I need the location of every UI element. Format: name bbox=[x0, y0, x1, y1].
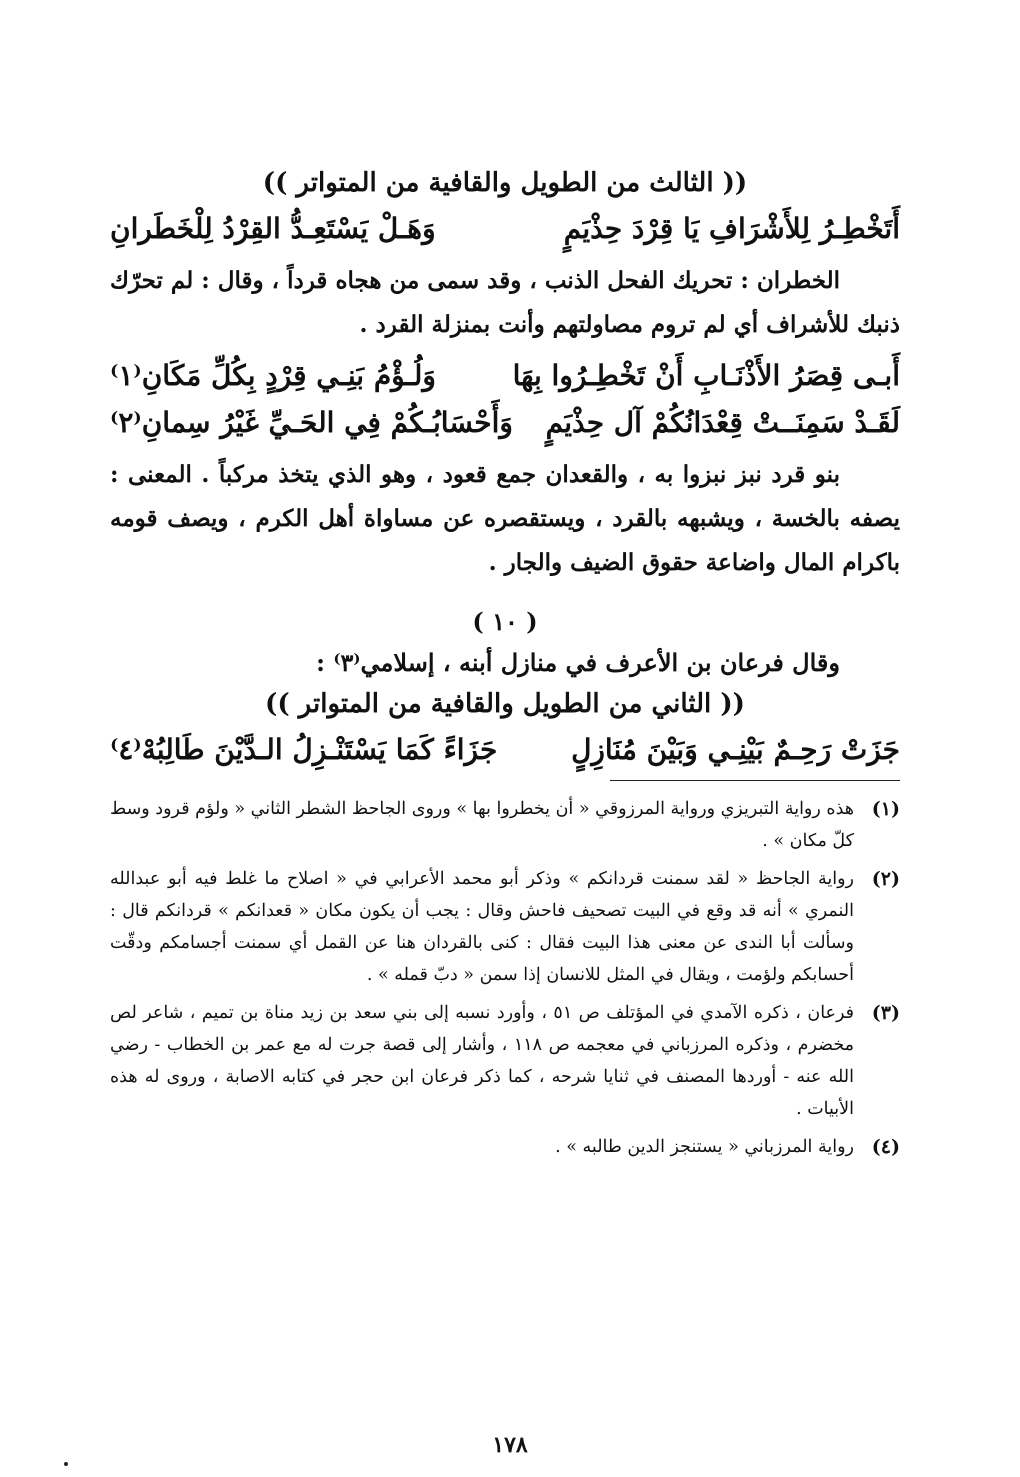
footnote-2 bbox=[110, 863, 900, 991]
commentary-2: بنو قرد نبز نبزوا به ، والقعدان جمع قعود ، وهو الذي يتخذ مركباً . المعنى : يصفه بالخسة ، ويشبهه بالقرد ، ويستقصره عن مساواة أهل الكرم ، ويصف قومه باكرام المال واضاعة حقوق الضيف والجار . bbox=[110, 461, 900, 576]
verse-2 bbox=[110, 359, 900, 392]
verse-4-first-hemistich: جَزَتْ رَحِـمٌ بَيْنِـي وَبَيْنَ مُنَازِلٍ bbox=[571, 733, 900, 766]
verse-2-first-hemistich: أَبـى قِصَرُ الأَذْنَـابِ أَنْ تَخْطِـرُوا بِهَا bbox=[512, 359, 900, 392]
footnote-text: فرعان ، ذكره الآمدي في المؤتلف ص ٥١ ، وأورد نسبه إلى بني سعد بن زيد مناة بن تميم ، شاعر لص مخضرم ، وذكره المرزباني في معجمه ص ١١٨ ، وأشار إلى قصة جرت له مع عمر بن الخطاب - رضي الله عنه - أوردها المصنف في ثنايا شرحه ، كما ذكر فرعان ابن حجر في كتابه الاصابة ، وروى له هذه الأبيات . bbox=[110, 1003, 854, 1119]
commentary-1: الخطران : تحريك الفحل الذنب ، وقد سمى من هجاه قرداً ، وقال : لم تحرّك ذنبك للأشراف أي لم تروم مصاولتهم وأنت بمنزلة القرد . bbox=[110, 267, 900, 338]
footnote-text: هذه رواية التبريزي ورواية المرزوقي « أن يخطروا بها » وروى الجاحظ الشطر الثاني « ولؤم قرود وسط كلّ مكان » . bbox=[110, 799, 854, 851]
footnote-number: (١) bbox=[871, 798, 900, 820]
poem-number: ( ١٠ ) bbox=[472, 607, 538, 636]
footnote-divider bbox=[610, 780, 900, 781]
verse-4-second-hemistich: جَزَاءً كَمَا يَسْتَنْـزِلُ الـدَّيْنَ طَالِبُهْ⁽٤⁾ bbox=[110, 733, 498, 766]
verse-3-first-hemistich: لَقَـدْ سَمِنَــتْ قِعْدَانُكُمْ آل حِذْيَمٍ bbox=[545, 406, 900, 439]
page-number: ١٧٨ bbox=[492, 1432, 528, 1458]
verse-4 bbox=[110, 733, 900, 766]
footnote-text: رواية الجاحظ « لقد سمنت قردانكم » وذكر أبو محمد الأعرابي في « اصلاح ما غلط فيه أبو عبدالله النمري » أنه قد وقع في البيت تصحيف فاحش وقال : يجب أن يكون مكان « قعدانكم » قردانكم قال : وسألت أبا الندى عن معنى هذا البيت فقال : كنى بالقردان هنا عن القمل أي سمنت أجسامكم ودقّت أحسابكم ولؤمت ، ويقال في المثل للانسان إذا سمن « دبّ قمله » . bbox=[110, 869, 854, 985]
verse-3-second-hemistich: وَأَحْسَابُـكُمْ فِي الحَـيِّ غَيْرُ سِمانِ⁽٢⁾ bbox=[110, 406, 513, 439]
verse-1-first-hemistich: أَتَخْطِـرُ لِلأَشْرَافِ يَا قِرْدَ حِذْيَمٍ bbox=[563, 212, 900, 245]
meter-heading-2: (( الثاني من الطويل والقافية من المتواتر )) bbox=[265, 689, 745, 719]
verse-2-second-hemistich: وَلُـؤْمُ بَنِـي قِرْدٍ بِكُلِّ مَكَانِ⁽١⁾ bbox=[110, 359, 436, 392]
verse-1 bbox=[110, 212, 900, 245]
scan-speck bbox=[64, 1462, 68, 1466]
page-content bbox=[110, 160, 900, 1169]
meter-heading-1: (( الثالث من الطويل والقافية من المتواتر )) bbox=[262, 168, 748, 198]
footnote-number: (٢) bbox=[871, 868, 900, 890]
footnote-text: رواية المرزباني « يستنجز الدين طالبه » . bbox=[555, 1137, 854, 1157]
footnote-4 bbox=[110, 1131, 900, 1163]
poem-intro: وقال فرعان بن الأعرف في منازل أبنه ، إسلامي⁽٣⁾ : bbox=[316, 648, 840, 677]
verse-1-second-hemistich: وَهَـلْ يَسْتَعِـدُّ القِرْدُ لِلْخَطَرانِ bbox=[110, 212, 436, 245]
verse-3 bbox=[110, 406, 900, 439]
footnote-number: (٣) bbox=[871, 1002, 900, 1024]
footnote-1 bbox=[110, 793, 900, 857]
footnote-3 bbox=[110, 997, 900, 1125]
footnote-number: (٤) bbox=[871, 1136, 900, 1158]
